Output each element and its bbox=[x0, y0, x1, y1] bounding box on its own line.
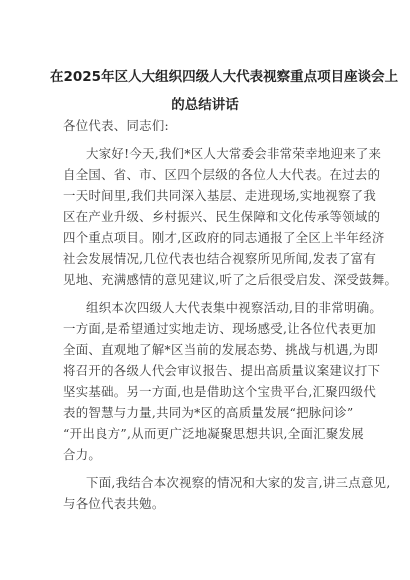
paragraph-1-line: 大家好!今天,我们*区人大常委会非常荣幸地迎来了来 bbox=[86, 146, 382, 161]
paragraph-2-line: 组织本次四级人大代表集中视察活动,目的非常明确。 bbox=[86, 300, 383, 315]
paragraph-3-line: 下面,我结合本次视察的情况和大家的发言,讲三点意见, bbox=[86, 475, 391, 490]
paragraph-2-line: “开出良方”,从而更广泛地凝聚思想共识,全面汇聚发展 bbox=[63, 426, 364, 441]
paragraph-1-line: 自全国、省、市、区四个层级的各位人大代表。在过去的 bbox=[63, 167, 381, 182]
paragraph-1-line: 区在产业升级、乡村振兴、民生保障和文化传承等领域的 bbox=[63, 209, 381, 224]
document-title-line-2: 的总结讲话 bbox=[171, 97, 239, 113]
paragraph-1-line: 四个重点项目。刚才,区政府的同志通报了全区上半年经济 bbox=[63, 230, 385, 245]
paragraph-2-line: 全面、直观地了解*区当前的发展态势、挑战与机遇,为即 bbox=[63, 342, 379, 357]
paragraph-2-line: 表的智慧与力量,共同为*区的高质量发展“把脉问诊” bbox=[63, 405, 354, 420]
paragraph-2-line: 坚实基础。另一方面,也是借助这个宝贵平台,汇聚四级代 bbox=[63, 384, 377, 399]
document-title-line-1: 在2025年区人大组织四级人大代表视察重点项目座谈会上 bbox=[50, 69, 399, 85]
salutation: 各位代表、同志们: bbox=[63, 118, 169, 133]
paragraph-3-line: 与各位代表共勉。 bbox=[63, 496, 165, 511]
paragraph-2-line: 合力。 bbox=[63, 447, 102, 462]
paragraph-2-line: 一方面,是希望通过实地走访、现场感受,让各位代表更加 bbox=[63, 321, 377, 336]
paragraph-1-line: 见地、充满感情的意见建议,听了之后很受启发、深受鼓舞。 bbox=[63, 272, 398, 287]
paragraph-1-line: 一天时间里,我们共同深入基层、走进现场,实地视察了我 bbox=[63, 188, 377, 203]
paragraph-1-line: 社会发展情况,几位代表也结合视察所见所闻,发表了富有 bbox=[63, 251, 377, 266]
paragraph-2-line: 将召开的各级人代会审议报告、提出高质量议案建议打下 bbox=[63, 363, 381, 378]
